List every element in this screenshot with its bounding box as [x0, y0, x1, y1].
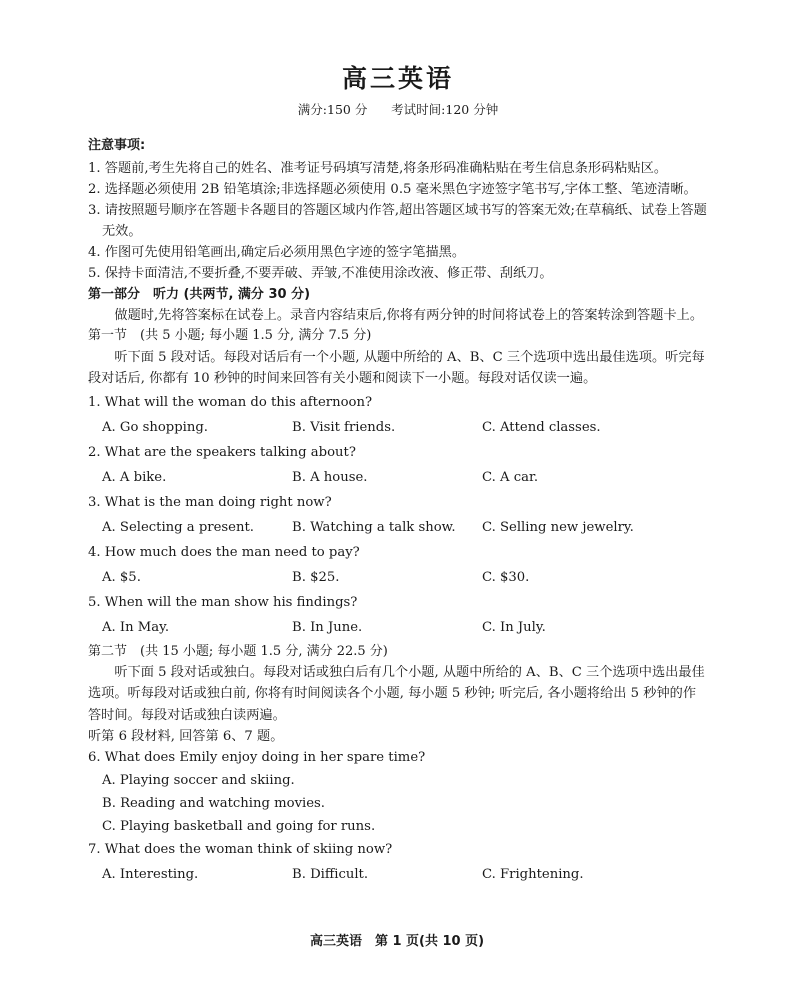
option-b: B. In June. [292, 619, 363, 635]
option-c: C. Attend classes. [482, 419, 601, 435]
option-b: B. Visit friends. [292, 419, 396, 435]
part1-title: 第一部分 听力 (共两节, 满分 30 分) [88, 286, 311, 302]
material-note: 听第 6 段材料, 回答第 6、7 题。 [88, 728, 284, 744]
option-a: A. Selecting a present. [102, 519, 254, 535]
option-a: A. Go shopping. [102, 419, 209, 435]
option-c: C. In July. [482, 619, 546, 635]
part1-intro: 做题时,先将答案标在试卷上。录音内容结束后,你将有两分钟的时间将试卷上的答案转涂到答题卡上。 [114, 308, 704, 324]
question-5 [88, 592, 708, 639]
options-row [88, 617, 708, 639]
options-row [88, 864, 708, 886]
question-text: 6. What does Emily enjoy doing in her spare time? [88, 749, 426, 765]
section1-title: 第一节 (共 5 小题; 每小题 1.5 分, 满分 7.5 分) [88, 328, 372, 344]
page-footer: 高三英语 第 1 页(共 10 页) [309, 934, 485, 949]
notice-item: 4. 作图可先使用铅笔画出,确定后必须用黑色字迹的签字笔描黑。 [88, 245, 466, 261]
option-c: C. Selling new jewelry. [482, 519, 634, 535]
notice-item: 2. 选择题必须使用 2B 铅笔填涂;非选择题必须使用 0.5 毫米黑色字迹签字笔书写,字体工整、笔迹清晰。 [88, 181, 697, 197]
options-row [88, 567, 708, 589]
question-4 [88, 542, 708, 589]
option-b: B. $25. [292, 569, 340, 585]
option-c: C. Frightening. [482, 866, 584, 882]
question-6 [88, 747, 708, 838]
notice-heading: 注意事项: [88, 138, 146, 153]
exam-page [88, 62, 708, 889]
option-b: B. Watching a talk show. [292, 519, 456, 535]
question-text: 3. What is the man doing right now? [88, 494, 332, 510]
options-row [88, 467, 708, 489]
section2-intro: 听下面 5 段对话或独白。每段对话或独白后有几个小题, 从题中所给的 A、B、C 三个选项中选出最佳选项。听每段对话或独白前, 你将有时间阅读各个小题, 每小题 5 秒钟; 听完后, 各小题将给出 5 秒钟的作答时间。每段对话或独白读两遍。 [88, 665, 705, 723]
question-text: 1. What will the woman do this afternoon? [88, 394, 373, 410]
page-title: 高三英语 [341, 64, 454, 93]
option-c: C. Playing basketball and going for runs. [102, 818, 376, 834]
question-1 [88, 392, 708, 439]
option-a: A. Interesting. [102, 866, 199, 882]
question-3 [88, 492, 708, 539]
option-a: A. $5. [102, 569, 141, 585]
notice-item: 3. 请按照题号顺序在答题卡各题目的答题区域内作答,超出答题区域书写的答案无效;在草稿纸、试卷上答题无效。 [88, 203, 707, 240]
question-2 [88, 442, 708, 489]
option-b: B. Reading and watching movies. [102, 795, 325, 811]
section1-intro: 听下面 5 段对话。每段对话后有一个小题, 从题中所给的 A、B、C 三个选项中选出最佳选项。听完每段对话后, 你都有 10 秒钟的时间来回答有关小题和阅读下一小题。每段对话仅读一遍。 [88, 350, 705, 387]
option-b: B. A house. [292, 469, 368, 485]
question-text: 7. What does the woman think of skiing now? [88, 841, 393, 857]
option-a: A. A bike. [102, 469, 167, 485]
notice-block [88, 136, 708, 285]
section2-title: 第二节 (共 15 小题; 每小题 1.5 分, 满分 22.5 分) [88, 643, 388, 659]
question-text: 5. When will the man show his findings? [88, 594, 358, 610]
exam-info: 满分:150 分 考试时间:120 分钟 [297, 102, 499, 117]
question-text: 4. How much does the man need to pay? [88, 544, 360, 560]
options-row [88, 417, 708, 439]
notice-item: 1. 答题前,考生先将自己的姓名、准考证号码填写清楚,将条形码准确粘贴在考生信息条形码粘贴区。 [88, 160, 668, 176]
option-c: C. $30. [482, 569, 530, 585]
question-7 [88, 839, 708, 886]
question-text: 2. What are the speakers talking about? [88, 444, 356, 460]
option-b: B. Difficult. [292, 866, 369, 882]
option-a: A. In May. [102, 619, 170, 635]
notice-item: 5. 保持卡面清洁,不要折叠,不要弄破、弄皱,不准使用涂改液、修正带、刮纸刀。 [88, 266, 553, 282]
options-row [88, 517, 708, 539]
option-a: A. Playing soccer and skiing. [102, 772, 295, 788]
option-c: C. A car. [482, 469, 539, 485]
